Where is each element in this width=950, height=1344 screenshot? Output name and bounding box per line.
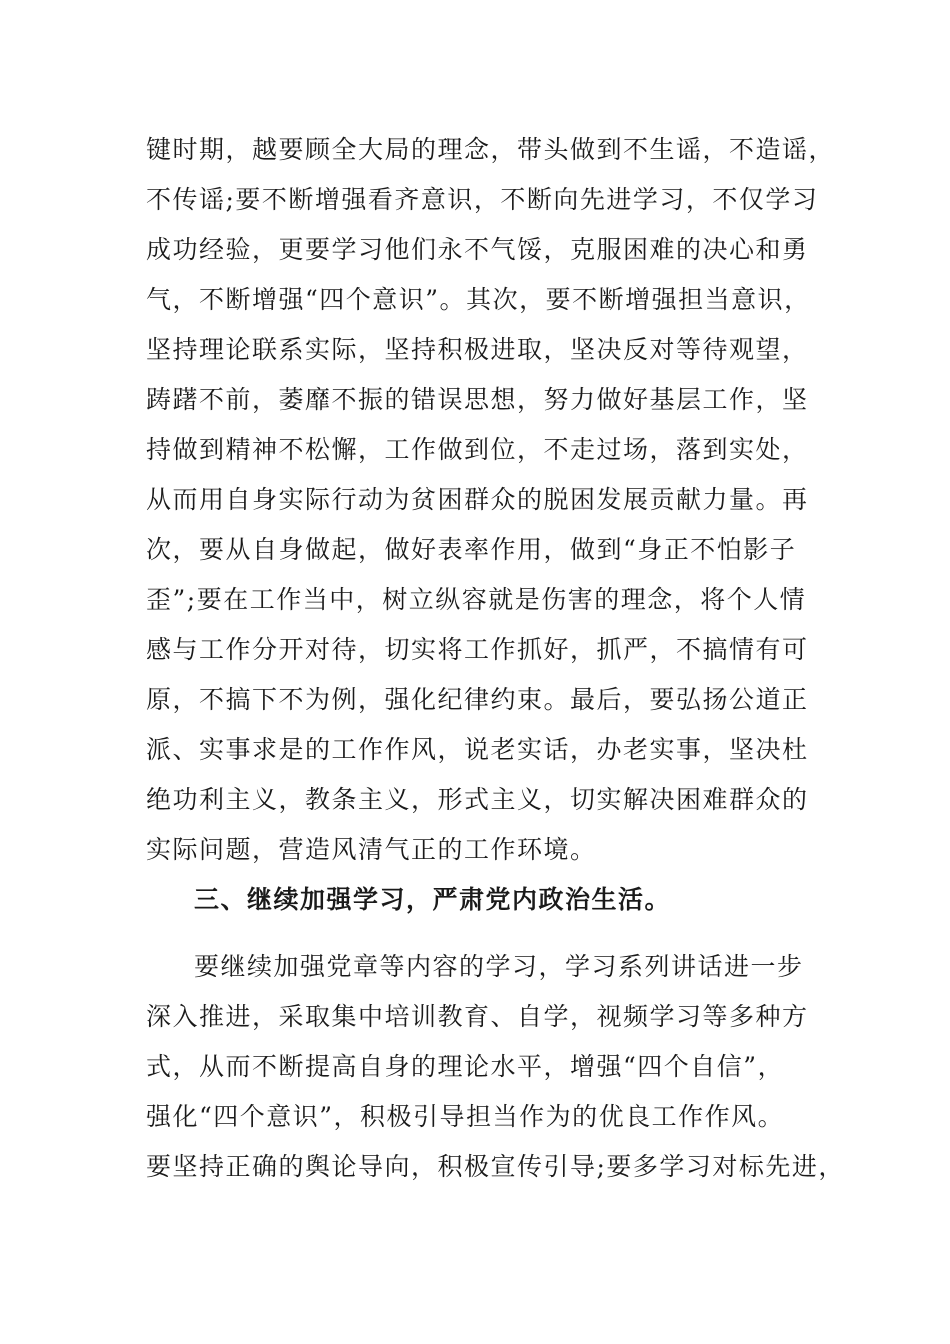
section-heading: 三、继续加强学习，严肃党内政治生活。 [194, 885, 672, 914]
text-line: 绝功利主义，教条主义，形式主义，切实解决困难群众的 [146, 785, 809, 814]
text-line: 要继续加强党章等内容的学习，学习系列讲话进一步 [194, 952, 804, 981]
text-line: 成功经验，更要学习他们永不气馁，克服困难的决心和勇 [146, 235, 809, 264]
text-line: 原，不搞下不为例，强化纪律约束。最后，要弘扬公道正 [146, 685, 809, 714]
text-line: 要坚持正确的舆论导向，积极宣传引导;要多学习对标先进， [146, 1152, 845, 1181]
text-line: 键时期，越要顾全大局的理念，带头做到不生谣，不造谣， [146, 135, 836, 164]
text-line: 深入推进，采取集中培训教育、自学，视频学习等多种方 [146, 1002, 809, 1031]
text-line: 歪”;要在工作当中，树立纵容就是伤害的理念，将个人情 [146, 585, 807, 614]
text-line: 强化“四个意识”，积极引导担当作为的优良工作作风。 [146, 1102, 785, 1131]
text-line: 式，从而不断提高自身的理论水平，增强“四个自信”， [146, 1052, 785, 1081]
text-line: 气，不断增强“四个意识”。其次，要不断增强担当意识， [146, 285, 811, 314]
text-line: 感与工作分开对待，切实将工作抓好，抓严，不搞情有可 [146, 635, 809, 664]
text-line: 实际问题，营造风清气正的工作环境。 [146, 835, 597, 864]
text-line: 不传谣;要不断增强看齐意识，不断向先进学习，不仅学习 [146, 185, 819, 214]
text-line: 派、实事求是的工作作风，说老实话，办老实事，坚决杜 [146, 735, 809, 764]
text-line: 踌躇不前，萎靡不振的错误思想，努力做好基层工作，坚 [146, 385, 809, 414]
text-line: 坚持理论联系实际，坚持积极进取，坚决反对等待观望， [146, 335, 809, 364]
text-line: 从而用自身实际行动为贫困群众的脱困发展贡献力量。再 [146, 485, 809, 514]
text-line: 持做到精神不松懈，工作做到位，不走过场，落到实处， [146, 435, 809, 464]
text-line: 次，要从自身做起，做好表率作用，做到“身正不怕影子 [146, 535, 797, 564]
